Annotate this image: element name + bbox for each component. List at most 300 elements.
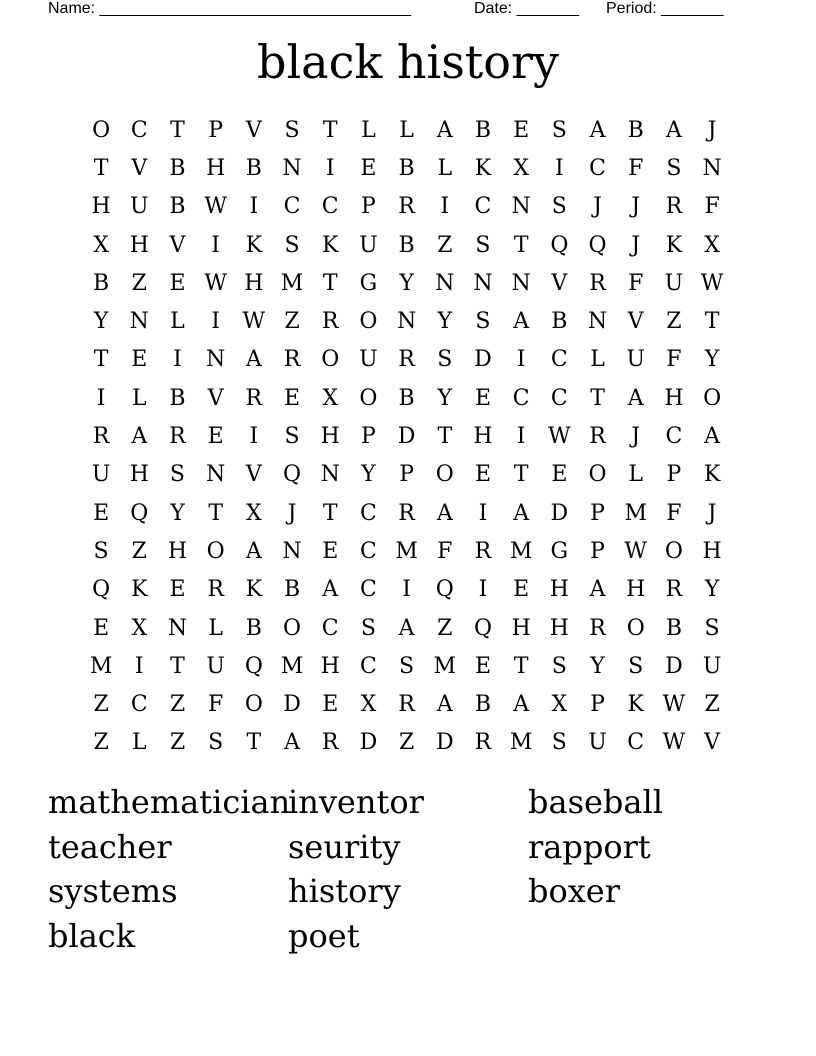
grid-letter: H <box>626 577 646 603</box>
grid-letter: I <box>440 194 450 220</box>
grid-letter: U <box>626 347 645 373</box>
grid-letter: S <box>666 155 682 181</box>
grid-letter: B <box>398 155 415 181</box>
grid-letter: H <box>320 424 340 450</box>
grid-letter: D <box>283 692 301 718</box>
grid-letter: N <box>206 347 226 373</box>
grid-letter: P <box>399 462 414 488</box>
grid-letter: E <box>513 577 530 603</box>
grid-letter: Y <box>590 653 605 679</box>
grid-letter: A <box>131 424 148 450</box>
grid-letter: A <box>513 500 530 526</box>
grid-letter: H <box>244 270 264 296</box>
grid-letter: C <box>321 194 339 220</box>
grid-letter: R <box>474 730 492 756</box>
grid-letter: U <box>206 653 225 679</box>
grid-letter: L <box>170 309 185 335</box>
grid-letter: Z <box>169 692 186 718</box>
grid-letter: Q <box>435 577 454 603</box>
grid-letter: Q <box>283 462 302 488</box>
grid-letter: Y <box>399 270 414 296</box>
grid-letter: E <box>284 385 301 411</box>
grid-letter: T <box>322 117 338 143</box>
grid-letter: E <box>360 155 377 181</box>
grid-letter: P <box>590 538 605 564</box>
grid-letter: E <box>474 385 491 411</box>
grid-letter: Z <box>131 538 147 564</box>
grid-letter: M <box>280 653 304 679</box>
grid-letter: S <box>284 232 300 258</box>
grid-letter: Y <box>361 462 376 488</box>
grid-letter: H <box>91 194 111 220</box>
grid-letter: U <box>664 270 684 296</box>
grid-letter: V <box>704 730 721 756</box>
grid-letter: L <box>399 117 414 143</box>
grid-letter: I <box>478 500 488 526</box>
grid-letter: P <box>361 194 376 220</box>
grid-letter: S <box>551 730 567 756</box>
grid-letter: N <box>167 615 188 641</box>
grid-letter: B <box>474 117 492 143</box>
grid-letter: B <box>169 155 186 181</box>
grid-letter: V <box>245 117 262 143</box>
word-list-item: baseball <box>528 783 663 821</box>
grid-letter: N <box>511 270 531 296</box>
grid-letter: J <box>593 194 602 220</box>
grid-letter: I <box>554 155 564 181</box>
grid-letter: S <box>208 730 224 756</box>
grid-letter: R <box>207 577 224 603</box>
grid-letter: B <box>245 615 262 641</box>
grid-letter: A <box>245 347 262 373</box>
grid-letter: H <box>511 615 531 641</box>
grid-letter: P <box>208 117 224 143</box>
grid-letter: R <box>665 194 683 220</box>
word-list-item: history <box>288 872 401 910</box>
grid-letter: B <box>169 194 186 220</box>
word-list <box>48 780 768 958</box>
grid-letter: H <box>206 155 226 181</box>
grid-letter: C <box>359 538 377 564</box>
grid-letter: K <box>665 232 683 258</box>
grid-letter: O <box>588 462 607 488</box>
grid-letter: Y <box>437 309 453 335</box>
grid-letter: S <box>704 615 720 641</box>
grid-letter: E <box>322 538 339 564</box>
grid-letter: E <box>551 462 568 488</box>
grid-letter: X <box>93 232 109 258</box>
grid-letter: B <box>665 615 682 641</box>
grid-letter: M <box>509 538 533 564</box>
grid-letter: A <box>322 577 339 603</box>
grid-letter: B <box>398 232 415 258</box>
grid-letter: T <box>437 424 453 450</box>
grid-letter: P <box>666 462 682 488</box>
grid-letter: H <box>664 385 684 411</box>
date-field-label: Date: _______ <box>474 0 579 17</box>
grid-letter: B <box>245 155 262 181</box>
grid-letter: T <box>208 500 223 526</box>
grid-letter: O <box>321 347 340 373</box>
grid-letter: X <box>322 385 339 411</box>
word-list-item: mathematician <box>48 783 291 821</box>
grid-letter: A <box>589 577 606 603</box>
grid-letter: O <box>435 462 454 488</box>
grid-letter: M <box>280 270 304 296</box>
grid-letter: S <box>475 309 491 335</box>
grid-letter: S <box>284 117 300 143</box>
grid-letter: E <box>474 462 491 488</box>
grid-letter: D <box>397 424 416 450</box>
grid-letter: M <box>433 653 457 679</box>
grid-letter: F <box>704 194 720 220</box>
grid-letter: J <box>287 500 297 526</box>
grid-letter: S <box>475 232 491 258</box>
grid-letter: V <box>245 462 262 488</box>
grid-letter: F <box>628 270 644 296</box>
grid-letter: N <box>511 194 531 220</box>
grid-letter: P <box>361 424 376 450</box>
grid-letter: E <box>207 424 224 450</box>
grid-letter: T <box>513 462 529 488</box>
grid-letter: T <box>170 653 185 679</box>
grid-letter: N <box>320 462 340 488</box>
grid-letter: O <box>664 538 683 564</box>
grid-letter: D <box>435 730 454 756</box>
grid-letter: A <box>665 117 682 143</box>
grid-letter: Q <box>473 615 492 641</box>
grid-letter: Y <box>704 577 720 603</box>
grid-letter: A <box>589 117 606 143</box>
grid-letter: W <box>700 270 724 296</box>
grid-letter: A <box>627 385 644 411</box>
grid-letter: I <box>402 577 411 603</box>
grid-letter: T <box>246 730 262 756</box>
period-field-label: Period: _______ <box>606 0 724 17</box>
grid-letter: Z <box>437 232 453 258</box>
grid-letter: V <box>627 309 644 335</box>
grid-letter: Q <box>130 500 149 526</box>
grid-letter: T <box>322 270 338 296</box>
grid-letter: H <box>167 538 188 564</box>
grid-letter: L <box>131 385 147 411</box>
grid-letter: E <box>93 615 110 641</box>
grid-letter: S <box>551 653 567 679</box>
grid-letter: R <box>665 577 683 603</box>
grid-letter: C <box>130 117 148 143</box>
grid-letter: C <box>130 692 148 718</box>
grid-letter: X <box>246 500 262 526</box>
grid-letter: A <box>436 117 453 143</box>
grid-letter: N <box>435 270 455 296</box>
grid-letter: R <box>321 730 339 756</box>
grid-letter: T <box>93 155 109 181</box>
grid-letter: O <box>703 385 722 411</box>
grid-letter: E <box>169 270 186 296</box>
word-list-item: poet <box>288 916 360 955</box>
word-list-item: inventor <box>288 783 424 821</box>
grid-letter: Z <box>398 730 415 756</box>
grid-letter: N <box>396 309 417 335</box>
grid-letter: N <box>587 309 608 335</box>
name-field-label: Name: ___________________________________ <box>48 0 412 17</box>
grid-letter: T <box>170 117 185 143</box>
grid-letter: I <box>249 194 259 220</box>
grid-letter: W <box>204 270 227 296</box>
grid-letter: N <box>473 270 493 296</box>
grid-letter: O <box>283 615 302 641</box>
grid-letter: U <box>359 347 378 373</box>
grid-letter: Q <box>244 653 263 679</box>
grid-letter: C <box>665 424 683 450</box>
grid-letter: M <box>395 538 418 564</box>
grid-letter: C <box>283 194 301 220</box>
grid-letter: X <box>704 232 720 258</box>
grid-letter: S <box>169 462 185 488</box>
grid-letter: I <box>249 424 259 450</box>
grid-letter: O <box>359 385 378 411</box>
grid-letter: U <box>91 462 111 488</box>
grid-letter: I <box>478 577 488 603</box>
grid-letter: G <box>550 538 569 564</box>
grid-letter: Y <box>170 500 185 526</box>
word-list-item: boxer <box>528 872 621 910</box>
grid-letter: F <box>628 155 644 181</box>
grid-letter: M <box>509 730 533 756</box>
grid-letter: K <box>322 232 339 258</box>
grid-letter: U <box>702 653 722 679</box>
grid-letter: A <box>704 424 721 450</box>
grid-letter: L <box>590 347 605 373</box>
grid-letter: I <box>516 347 526 373</box>
grid-letter: J <box>631 424 641 450</box>
grid-letter: R <box>589 615 606 641</box>
grid-letter: C <box>512 385 530 411</box>
grid-letter: I <box>134 653 144 679</box>
grid-letter: E <box>474 653 491 679</box>
grid-letter: X <box>551 692 568 718</box>
grid-letter: O <box>244 692 263 718</box>
grid-letter: A <box>284 730 300 756</box>
grid-letter: M <box>89 653 113 679</box>
grid-letter: Q <box>550 232 569 258</box>
grid-letter: R <box>321 309 339 335</box>
grid-letter: S <box>284 424 300 450</box>
letter-grid <box>82 111 732 762</box>
grid-letter: V <box>551 270 568 296</box>
grid-letter: R <box>169 424 186 450</box>
grid-letter: R <box>398 500 415 526</box>
grid-letter: I <box>516 424 526 450</box>
grid-letter: A <box>245 538 262 564</box>
grid-letter: S <box>360 615 376 641</box>
grid-letter: A <box>436 500 453 526</box>
grid-letter: H <box>549 615 569 641</box>
grid-letter: L <box>437 155 453 181</box>
grid-letter: H <box>129 462 149 488</box>
grid-letter: K <box>703 462 721 488</box>
grid-letter: X <box>131 615 148 641</box>
grid-letter: N <box>282 155 302 181</box>
grid-letter: D <box>359 730 378 756</box>
grid-letter: Y <box>704 347 720 373</box>
grid-letter: A <box>513 309 530 335</box>
grid-letter: H <box>702 538 722 564</box>
grid-letter: U <box>359 232 378 258</box>
grid-letter: J <box>631 194 641 220</box>
grid-letter: O <box>92 117 111 143</box>
grid-letter: F <box>208 692 224 718</box>
grid-letter: R <box>474 538 492 564</box>
grid-letter: O <box>359 309 378 335</box>
grid-letter: V <box>207 385 224 411</box>
grid-letter: Z <box>93 730 109 756</box>
grid-letter: B <box>474 692 492 718</box>
grid-letter: T <box>590 385 605 411</box>
grid-letter: P <box>590 692 605 718</box>
word-list-item: systems <box>48 872 178 910</box>
grid-letter: V <box>131 155 148 181</box>
grid-letter: I <box>173 347 182 373</box>
grid-letter: K <box>627 692 644 718</box>
word-list-item: black <box>48 916 136 955</box>
grid-letter: D <box>474 347 492 373</box>
grid-letter: B <box>93 270 110 296</box>
grid-letter: A <box>398 615 415 641</box>
grid-letter: K <box>474 155 492 181</box>
grid-letter: N <box>702 155 722 181</box>
grid-letter: S <box>93 538 109 564</box>
grid-letter: Q <box>588 232 607 258</box>
grid-letter: C <box>321 615 339 641</box>
grid-letter: A <box>513 692 530 718</box>
grid-letter: Z <box>704 692 720 718</box>
word-list-item: rapport <box>528 827 651 866</box>
grid-letter: H <box>129 232 149 258</box>
grid-letter: H <box>320 653 340 679</box>
grid-letter: J <box>631 232 641 258</box>
grid-letter: F <box>437 538 453 564</box>
grid-letter: R <box>398 347 415 373</box>
grid-letter: C <box>359 577 377 603</box>
grid-letter: E <box>93 500 110 526</box>
grid-letter: Z <box>131 270 147 296</box>
grid-letter: I <box>211 309 220 335</box>
grid-letter: S <box>628 653 644 679</box>
grid-letter: C <box>359 653 377 679</box>
grid-letter: L <box>361 117 376 143</box>
grid-letter: D <box>665 653 683 679</box>
grid-letter: I <box>325 155 335 181</box>
grid-letter: B <box>627 117 644 143</box>
grid-letter: R <box>589 424 606 450</box>
grid-letter: L <box>131 730 147 756</box>
grid-letter: S <box>399 653 415 679</box>
grid-letter: Y <box>437 385 453 411</box>
grid-letter: C <box>550 347 568 373</box>
grid-letter: V <box>169 232 186 258</box>
grid-letter: T <box>704 309 720 335</box>
grid-letter: H <box>473 424 493 450</box>
grid-letter: T <box>322 500 338 526</box>
grid-letter: N <box>129 309 149 335</box>
grid-letter: N <box>282 538 302 564</box>
grid-letter: R <box>398 194 415 220</box>
grid-letter: Y <box>93 309 109 335</box>
grid-letter: S <box>551 194 567 220</box>
grid-letter: W <box>662 730 686 756</box>
grid-letter: Z <box>169 730 186 756</box>
grid-letter: O <box>206 538 225 564</box>
grid-letter: A <box>436 692 453 718</box>
grid-letter: C <box>589 155 606 181</box>
grid-letter: R <box>92 424 110 450</box>
grid-letter: L <box>208 615 223 641</box>
grid-letter: E <box>131 347 148 373</box>
grid-letter: G <box>359 270 378 296</box>
grid-letter: Z <box>93 692 109 718</box>
grid-letter: K <box>131 577 148 603</box>
grid-letter: F <box>666 347 682 373</box>
grid-letter: R <box>245 385 263 411</box>
grid-letter: C <box>474 194 492 220</box>
grid-letter: T <box>513 232 529 258</box>
grid-letter: I <box>96 385 106 411</box>
grid-letter: W <box>624 538 648 564</box>
grid-letter: Z <box>437 615 453 641</box>
grid-letter: Z <box>666 309 682 335</box>
grid-letter: I <box>211 232 220 258</box>
grid-letter: H <box>549 577 569 603</box>
grid-letter: R <box>283 347 301 373</box>
grid-letter: K <box>245 232 263 258</box>
grid-letter: S <box>437 347 453 373</box>
grid-letter: W <box>662 692 686 718</box>
grid-letter: B <box>169 385 186 411</box>
grid-letter: R <box>398 692 415 718</box>
grid-letter: P <box>590 500 605 526</box>
grid-letter: W <box>548 424 571 450</box>
grid-letter: M <box>624 500 647 526</box>
grid-letter: K <box>245 577 263 603</box>
grid-letter: E <box>169 577 186 603</box>
puzzle-title: black history <box>257 35 559 89</box>
grid-letter: O <box>626 615 645 641</box>
grid-letter: W <box>204 194 227 220</box>
grid-letter: X <box>513 155 529 181</box>
grid-letter: B <box>551 309 568 335</box>
word-list-item: teacher <box>48 827 172 866</box>
grid-letter: E <box>322 692 339 718</box>
grid-letter: C <box>627 730 645 756</box>
grid-letter: U <box>130 194 149 220</box>
grid-letter: B <box>283 577 301 603</box>
grid-letter: L <box>628 462 644 488</box>
grid-letter: E <box>513 117 530 143</box>
grid-letter: W <box>242 309 266 335</box>
grid-letter: C <box>550 385 568 411</box>
word-list-item: seurity <box>288 827 401 866</box>
grid-letter: U <box>588 730 607 756</box>
grid-letter: C <box>359 500 377 526</box>
grid-letter: Z <box>284 309 300 335</box>
grid-letter: T <box>513 653 529 679</box>
grid-letter: F <box>666 500 682 526</box>
grid-letter: J <box>707 500 717 526</box>
grid-letter: X <box>360 692 377 718</box>
grid-letter: N <box>206 462 226 488</box>
grid-letter: J <box>707 117 717 143</box>
